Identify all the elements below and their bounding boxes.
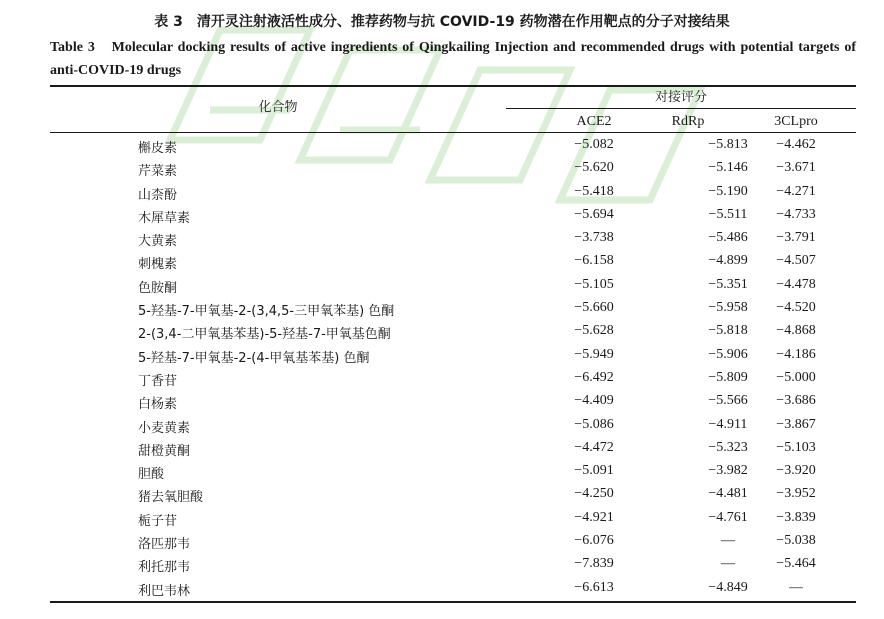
ace2-score-cell: −5.949 — [574, 346, 614, 362]
ace2-score-cell: −5.628 — [574, 323, 614, 339]
rdrp-score-cell: −4.899 — [708, 253, 748, 269]
table-row — [50, 321, 856, 344]
rdrp-score-cell: — — [721, 533, 735, 549]
rdrp-score-cell: −5.190 — [708, 183, 748, 199]
compound-name-cell: 大黄素 — [138, 234, 178, 250]
ace2-score-cell: −5.082 — [574, 137, 614, 152]
clpro-score-cell: −5.038 — [776, 533, 816, 549]
table-caption-chinese: 表 3 清开灵注射液活性成分、推荐药物与抗 COVID-19 药物潜在作用靶点的分子对接结果 — [154, 14, 730, 30]
ace2-score-cell: −5.418 — [574, 183, 614, 199]
top-rule — [50, 85, 856, 87]
header-docking-score: 对接评分 — [654, 90, 707, 105]
table-row — [50, 438, 856, 461]
clpro-score-cell: −3.839 — [776, 509, 816, 525]
ace2-score-cell: −6.613 — [574, 579, 614, 595]
table-row — [50, 391, 856, 414]
compound-name-cell: 猪去氧胆酸 — [138, 490, 204, 506]
compound-name-cell: 2-(3,4-二甲氧基苯基)-5-羟基-7-甲氧基色酮 — [138, 327, 391, 343]
ace2-score-cell: −6.158 — [574, 253, 614, 269]
compound-name-cell: 胆酸 — [138, 467, 165, 483]
table-caption-english: Table 3 Molecular docking results of active ingredients of Qingkailing Injection and recommended drugs with potential targets of anti-COVID-19 drugs — [50, 40, 856, 78]
clpro-score-cell: −4.868 — [776, 323, 816, 339]
clpro-score-cell: −4.733 — [776, 206, 816, 222]
table-row — [50, 228, 856, 251]
rdrp-score-cell: −5.818 — [708, 323, 748, 339]
table-row — [50, 251, 856, 274]
table-row — [50, 298, 856, 321]
ace2-score-cell: −4.921 — [574, 509, 614, 525]
ace2-score-cell: −7.839 — [574, 556, 614, 572]
docking-table-body — [50, 135, 856, 601]
ace2-score-cell: −5.086 — [574, 416, 614, 432]
rdrp-score-cell: −5.566 — [708, 393, 748, 409]
ace2-score-cell: −4.472 — [574, 439, 614, 455]
table-row — [50, 205, 856, 228]
group-rule — [506, 108, 856, 109]
clpro-score-cell: −3.671 — [776, 160, 816, 176]
table-row — [50, 415, 856, 438]
ace2-score-cell: −5.620 — [574, 160, 614, 176]
rdrp-score-cell: — — [721, 556, 735, 572]
clpro-score-cell: −4.462 — [776, 137, 816, 152]
clpro-score-cell: — — [789, 579, 803, 595]
compound-name-cell: 白杨素 — [138, 397, 178, 413]
clpro-score-cell: −3.791 — [776, 230, 816, 246]
table-row — [50, 135, 856, 158]
table-row — [50, 554, 856, 577]
clpro-score-cell: −3.686 — [776, 393, 816, 409]
compound-name-cell: 5-羟基-7-甲氧基-2-(4-甲氧基苯基) 色酮 — [138, 350, 370, 366]
header-ace2: ACE2 — [576, 114, 612, 129]
rdrp-score-cell: −5.323 — [708, 439, 748, 455]
rdrp-score-cell: −5.486 — [708, 230, 748, 246]
table-row — [50, 182, 856, 205]
rdrp-score-cell: −5.809 — [708, 369, 748, 385]
ace2-score-cell: −4.250 — [574, 486, 614, 502]
clpro-score-cell: −3.867 — [776, 416, 816, 432]
table-row — [50, 368, 856, 391]
ace2-score-cell: −4.409 — [574, 393, 614, 409]
compound-name-cell: 色胺酮 — [138, 280, 178, 296]
table-row — [50, 345, 856, 368]
compound-name-cell: 洛匹那韦 — [138, 537, 191, 553]
clpro-score-cell: −4.507 — [776, 253, 816, 269]
rdrp-score-cell: −5.958 — [708, 300, 748, 316]
compound-name-cell: 槲皮素 — [138, 141, 178, 156]
rdrp-score-cell: −4.761 — [708, 509, 748, 525]
compound-name-cell: 栀子苷 — [138, 513, 178, 529]
compound-name-cell: 丁香苷 — [138, 373, 178, 389]
rdrp-score-cell: −4.849 — [708, 579, 748, 595]
table-row — [50, 531, 856, 554]
compound-name-cell: 5-羟基-7-甲氧基-2-(3,4,5-三甲氧苯基) 色酮 — [138, 304, 395, 320]
rdrp-score-cell: −5.146 — [708, 160, 748, 176]
clpro-score-cell: −4.520 — [776, 300, 816, 316]
clpro-score-cell: −5.000 — [776, 369, 816, 385]
ace2-score-cell: −5.091 — [574, 463, 614, 479]
ace2-score-cell: −6.076 — [574, 533, 614, 549]
header-compound: 化合物 — [258, 100, 298, 115]
table-row — [50, 578, 856, 601]
compound-name-cell: 芹菜素 — [138, 164, 178, 180]
compound-name-cell: 小麦黄素 — [138, 420, 191, 436]
clpro-score-cell: −4.478 — [776, 276, 816, 292]
compound-name-cell: 利托那韦 — [138, 560, 191, 576]
compound-name-cell: 利巴韦林 — [138, 583, 191, 599]
ace2-score-cell: −3.738 — [574, 230, 614, 246]
header-rule — [50, 132, 856, 133]
table-row — [50, 158, 856, 181]
ace2-score-cell: −5.694 — [574, 206, 614, 222]
clpro-score-cell: −5.464 — [776, 556, 816, 572]
compound-name-cell: 甜橙黄酮 — [138, 443, 191, 459]
clpro-score-cell: −4.271 — [776, 183, 816, 199]
rdrp-score-cell: −5.906 — [708, 346, 748, 362]
table-row — [50, 484, 856, 507]
clpro-score-cell: −3.952 — [776, 486, 816, 502]
rdrp-score-cell: −5.813 — [708, 137, 748, 152]
clpro-score-cell: −5.103 — [776, 439, 816, 455]
clpro-score-cell: −3.920 — [776, 463, 816, 479]
rdrp-score-cell: −5.351 — [708, 276, 748, 292]
rdrp-score-cell: −5.511 — [708, 206, 748, 222]
rdrp-score-cell: −3.982 — [708, 463, 748, 479]
header-rdrp: RdRp — [671, 114, 705, 129]
header-3clpro: 3CLpro — [774, 114, 818, 129]
compound-name-cell: 山柰酚 — [138, 187, 178, 203]
compound-name-cell: 木犀草素 — [138, 210, 191, 226]
table-row — [50, 461, 856, 484]
ace2-score-cell: −6.492 — [574, 369, 614, 385]
table-row — [50, 275, 856, 298]
rdrp-score-cell: −4.911 — [708, 416, 748, 432]
compound-name-cell: 刺槐素 — [138, 257, 178, 273]
rdrp-score-cell: −4.481 — [708, 486, 748, 502]
table-row — [50, 508, 856, 531]
ace2-score-cell: −5.660 — [574, 300, 614, 316]
ace2-score-cell: −5.105 — [574, 276, 614, 292]
clpro-score-cell: −4.186 — [776, 346, 816, 362]
bottom-rule — [50, 601, 856, 603]
